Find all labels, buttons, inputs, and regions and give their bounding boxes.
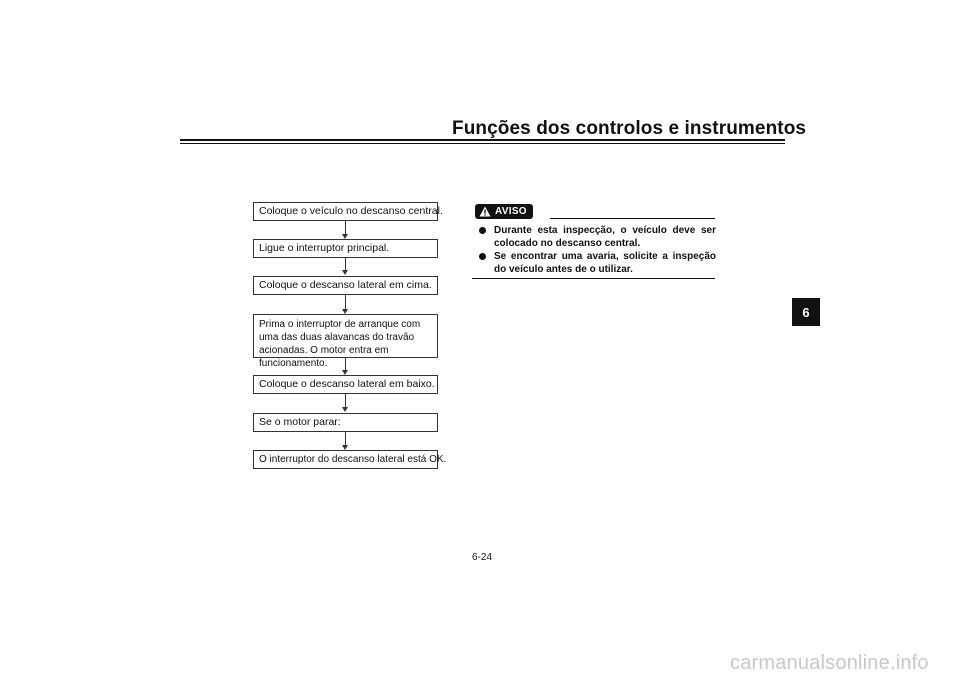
warning-item [478,250,716,276]
warning-rule-top [550,218,715,219]
watermark: carmanualsonline.info [730,652,929,674]
warning-item-text: Se encontrar uma avaria, solicite a inspeção do veículo antes de o utilizar. [494,251,716,275]
bullet-icon [479,227,486,234]
flow-step-6: Se o motor parar: [253,413,438,432]
flow-connector [345,221,346,235]
flow-arrow-icon [342,270,348,275]
flow-step-4: Prima o interruptor de arranque com uma das duas alavancas do travão acionadas. O motor entra em funcionamento. [253,314,438,358]
flow-step-7: O interruptor do descanso lateral está OK. [253,450,438,469]
header-rule-thin [180,143,785,144]
warning-label: AVISO [495,206,527,217]
flow-arrow-icon [342,407,348,412]
page-number: 6-24 [472,552,493,563]
warning-triangle-icon [479,206,491,217]
flow-step-1: Coloque o veículo no descanso central. [253,202,438,221]
warning-badge [475,204,533,219]
flow-step-2: Ligue o interruptor principal. [253,239,438,258]
chapter-tab: 6 [792,298,820,326]
bullet-icon [479,253,486,260]
warning-item-text: Durante esta inspecção, o veículo deve ser colocado no descanso central. [494,225,716,249]
flow-step-3: Coloque o descanso lateral em cima. [253,276,438,295]
page-header-title: Funções dos controlos e instrumentos [452,118,807,139]
header-rule [180,139,785,141]
warning-list [478,224,716,276]
warning-rule-bottom [472,278,715,279]
warning-item [478,224,716,250]
flow-connector [345,257,346,271]
flow-step-5: Coloque o descanso lateral em baixo. [253,375,438,394]
